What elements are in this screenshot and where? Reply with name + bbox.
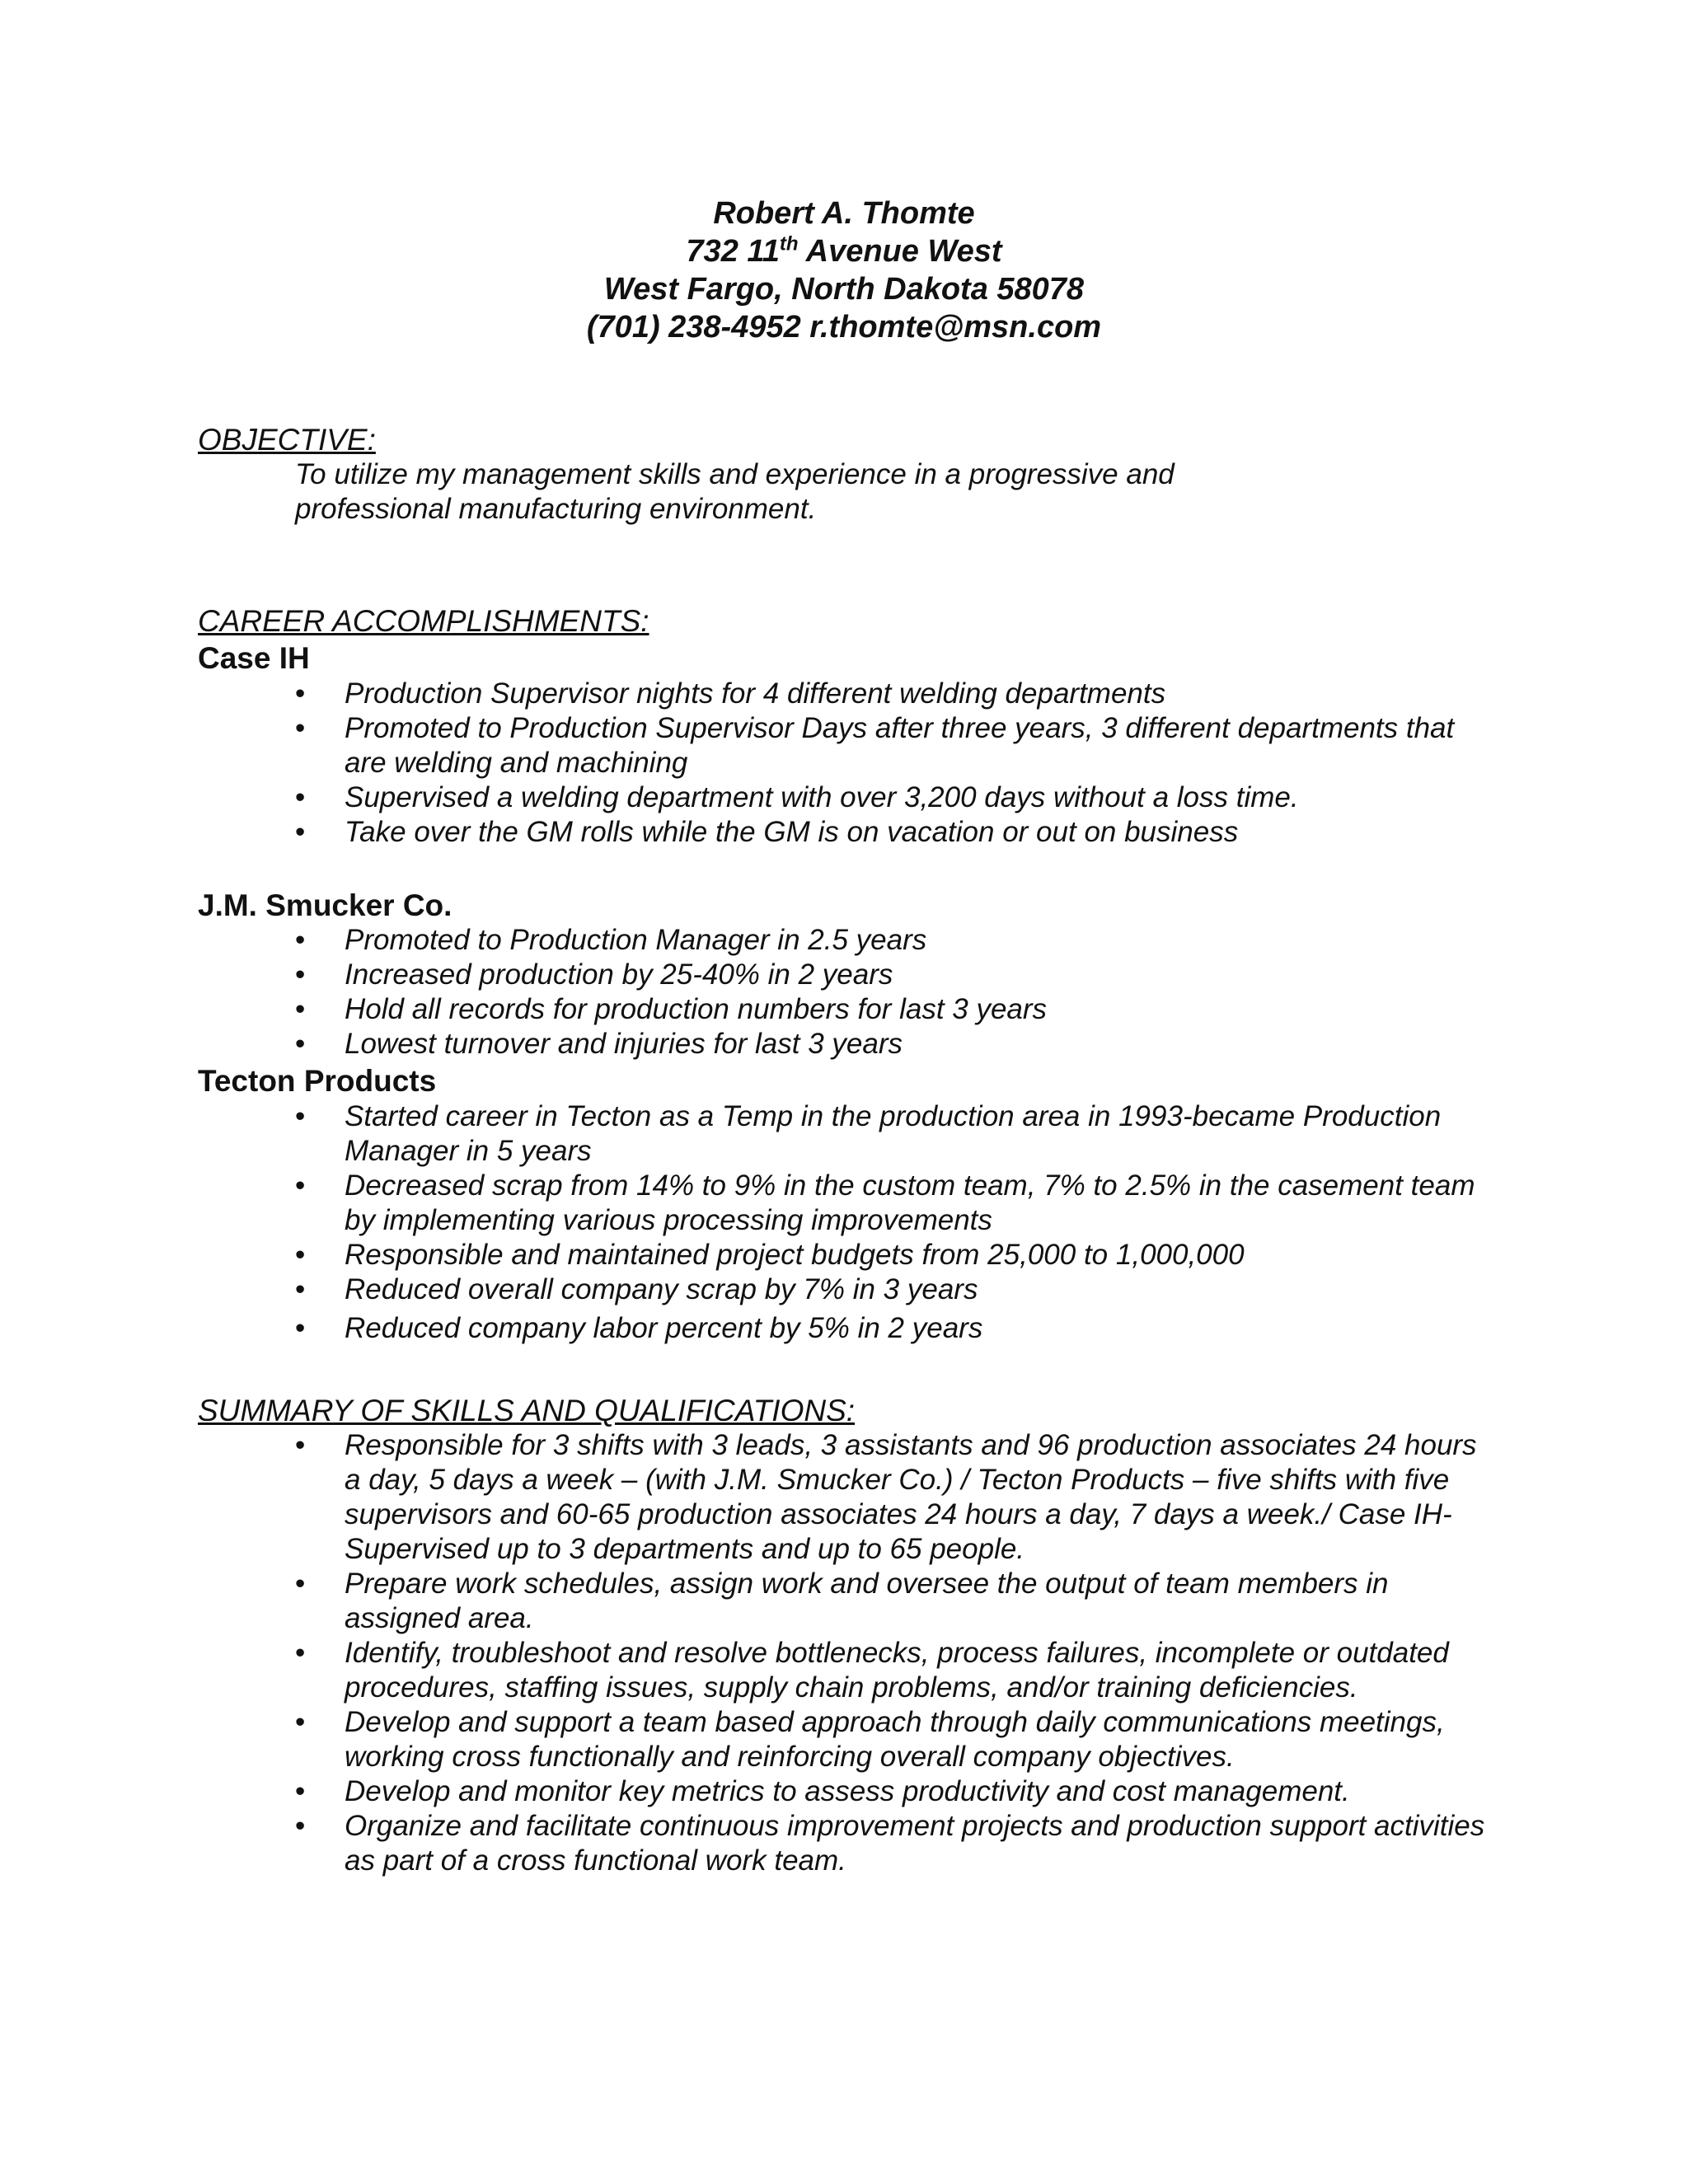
street-address [0,232,1688,270]
list-item: • Increased production by 25-40% in 2 years [295,958,1490,992]
objective-text [295,457,1367,527]
objective-heading: OBJECTIVE: [198,423,376,457]
list-item: • Production Supervisor nights for 4 different welding departments [295,677,1490,711]
list-item: • Responsible and maintained project budgets from 25,000 to 1,000,000 [295,1238,1490,1272]
list-item: • Promoted to Production Manager in 2.5 years [295,923,1490,958]
objective-line: professional manufacturing environment. [295,493,817,525]
list-item: • Started career in Tecton as a Temp in the production area in 1993-became Production Manager in 5 years [295,1099,1490,1169]
list-item: • Develop and support a team based approach through daily communications meetings, working cross functionally and reinforcing overall company objectives. [295,1705,1490,1774]
contact-header [0,194,1688,346]
tecton-bullet-list [295,1099,1490,1346]
jm-smucker-bullet-list [295,923,1490,1062]
list-item: • Supervised a welding department with over 3,200 days without a loss time. [295,780,1490,815]
list-item: • Hold all records for production numbers for last 3 years [295,992,1490,1027]
phone-email: (701) 238-4952 r.thomte@msn.com [586,310,1102,344]
list-item: • Reduced company labor percent by 5% in 2 years [295,1311,1490,1346]
list-item: • Responsible for 3 shifts with 3 leads, 3 assistants and 96 production associates 24 hours a day, 5 days a week – (with J.M. Smucker Co.) / Tecton Products – five shifts with five supervisors and 60-65 production associates 24 hours a day, 7 days a week./ Case IH-Supervised up to 3 departments and up to 65 people. [295,1428,1490,1567]
company-case-ih: Case IH [198,641,310,675]
case-ih-bullet-list [295,677,1490,850]
list-item: • Identify, troubleshoot and resolve bottlenecks, process failures, incomplete or outdated procedures, staffing issues, supply chain problems, and/or training deficiencies. [295,1636,1490,1705]
street-name: Avenue West [798,234,1002,269]
list-item: • Prepare work schedules, assign work and oversee the output of team members in assigned area. [295,1567,1490,1636]
city-state-zip: West Fargo, North Dakota 58078 [603,272,1085,307]
list-item: • Organize and facilitate continuous improvement projects and production support activities as part of a cross functional work team. [295,1809,1490,1878]
list-item: • Promoted to Production Supervisor Days after three years, 3 different departments that are welding and machining [295,711,1490,780]
skills-summary-heading: SUMMARY OF SKILLS AND QUALIFICATIONS: [198,1394,856,1427]
skills-bullet-list [295,1428,1490,1878]
applicant-name: Robert A. Thomte [713,196,975,231]
list-item: • Lowest turnover and injuries for last 3 years [295,1027,1490,1062]
street-number: 732 11 [686,234,780,269]
list-item: • Reduced overall company scrap by 7% in 3 years [295,1272,1490,1307]
street-ordinal: th [779,232,799,255]
objective-line: To utilize my management skills and experience in a progressive and [295,458,1175,490]
career-accomplishments-heading: CAREER ACCOMPLISHMENTS: [198,604,649,638]
company-jm-smucker: J.M. Smucker Co. [198,888,452,922]
company-tecton-products: Tecton Products [198,1064,437,1098]
list-item: • Develop and monitor key metrics to assess productivity and cost management. [295,1774,1490,1809]
list-item: • Take over the GM rolls while the GM is on vacation or out on business [295,815,1490,850]
list-item: • Decreased scrap from 14% to 9% in the custom team, 7% to 2.5% in the casement team by implementing various processing improvements [295,1169,1490,1238]
